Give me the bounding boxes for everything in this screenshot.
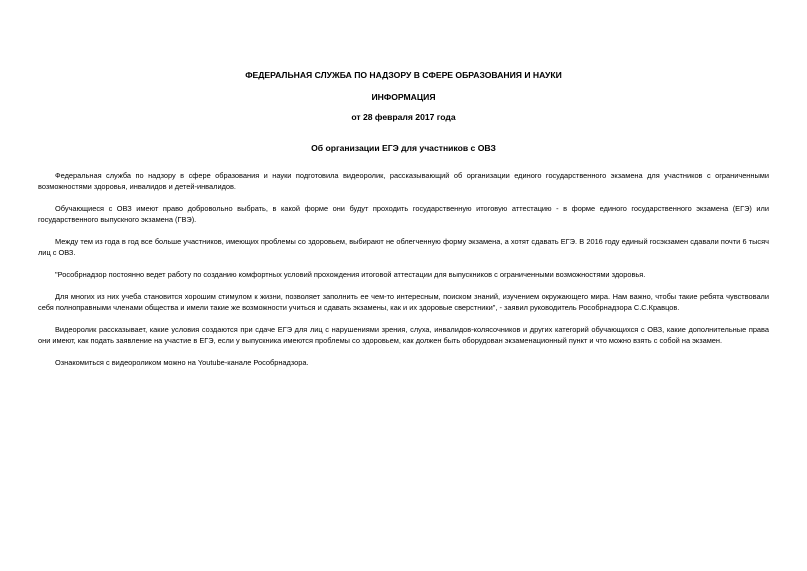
agency-name: ФЕДЕРАЛЬНАЯ СЛУЖБА ПО НАДЗОРУ В СФЕРЕ ОБРАЗОВАНИЯ И НАУКИ xyxy=(245,70,562,80)
paragraph-youtube: Ознакомиться с видеороликом можно на Youtube-канале Рособрнадзора. xyxy=(55,358,309,368)
paragraph-choice: Обучающиеся с ОВЗ имеют право добровольно выбрать, в какой форме они будут проходить государственную итоговую аттестацию - в форме единого государственного экзамена (ЕГЭ) или государственного выпускного экзамена (ГВЭ). xyxy=(38,203,769,224)
paragraph-quote-start: "Рособрнадзор постоянно ведет работу по созданию комфортных условий прохождения итоговой аттестации для выпускников с ограниченными возможностями здоровья. xyxy=(55,269,646,279)
paragraph-statistics: Между тем из года в год все больше участников, имеющих проблемы со здоровьем, выбирают не облегченную форму экзамена, а хотят сдавать ЕГЭ. В 2016 году единый госэкзамен сдавали почти 6 тысяч лиц с ОВЗ. xyxy=(38,236,769,257)
document-title: Об организации ЕГЭ для участников с ОВЗ xyxy=(311,143,496,153)
document-date: от 28 февраля 2017 года xyxy=(351,112,456,122)
document-body xyxy=(38,171,769,381)
paragraph-intro: Федеральная служба по надзору в сфере образования и науки подготовила видеоролик, рассказывающий об организации единого государственного экзамена для участников с ограниченными возможностями здоровья, инвалидов и детей-инвалидов. xyxy=(38,171,769,191)
paragraph-video-content: Видеоролик рассказывает, какие условия создаются при сдаче ЕГЭ для лиц с нарушениями зрения, слуха, инвалидов-колясочников и других категорий обучающихся с ОВЗ, какие дополнительные права они имеют, как подать заявление на участие в ЕГЭ, если у выпускника имеются проблемы со здоровьем, как должен быть оборудован экзаменационный пункт и что можно взять с собой на экзамен. xyxy=(38,325,769,345)
document-type: ИНФОРМАЦИЯ xyxy=(371,92,436,102)
paragraph-quote-end: Для многих из них учеба становится хорошим стимулом к жизни, позволяет заполнить ее чем-то интересным, поиском знаний, изучением окружающего мира. Нам важно, чтобы такие ребята чувствовали себя полноправными членами общества и имели такие же возможности учиться и сдавать экзамены, как и их здоровые сверстники", - заявил руководитель Рособрнадзора С.С.Кравцов. xyxy=(38,292,769,312)
